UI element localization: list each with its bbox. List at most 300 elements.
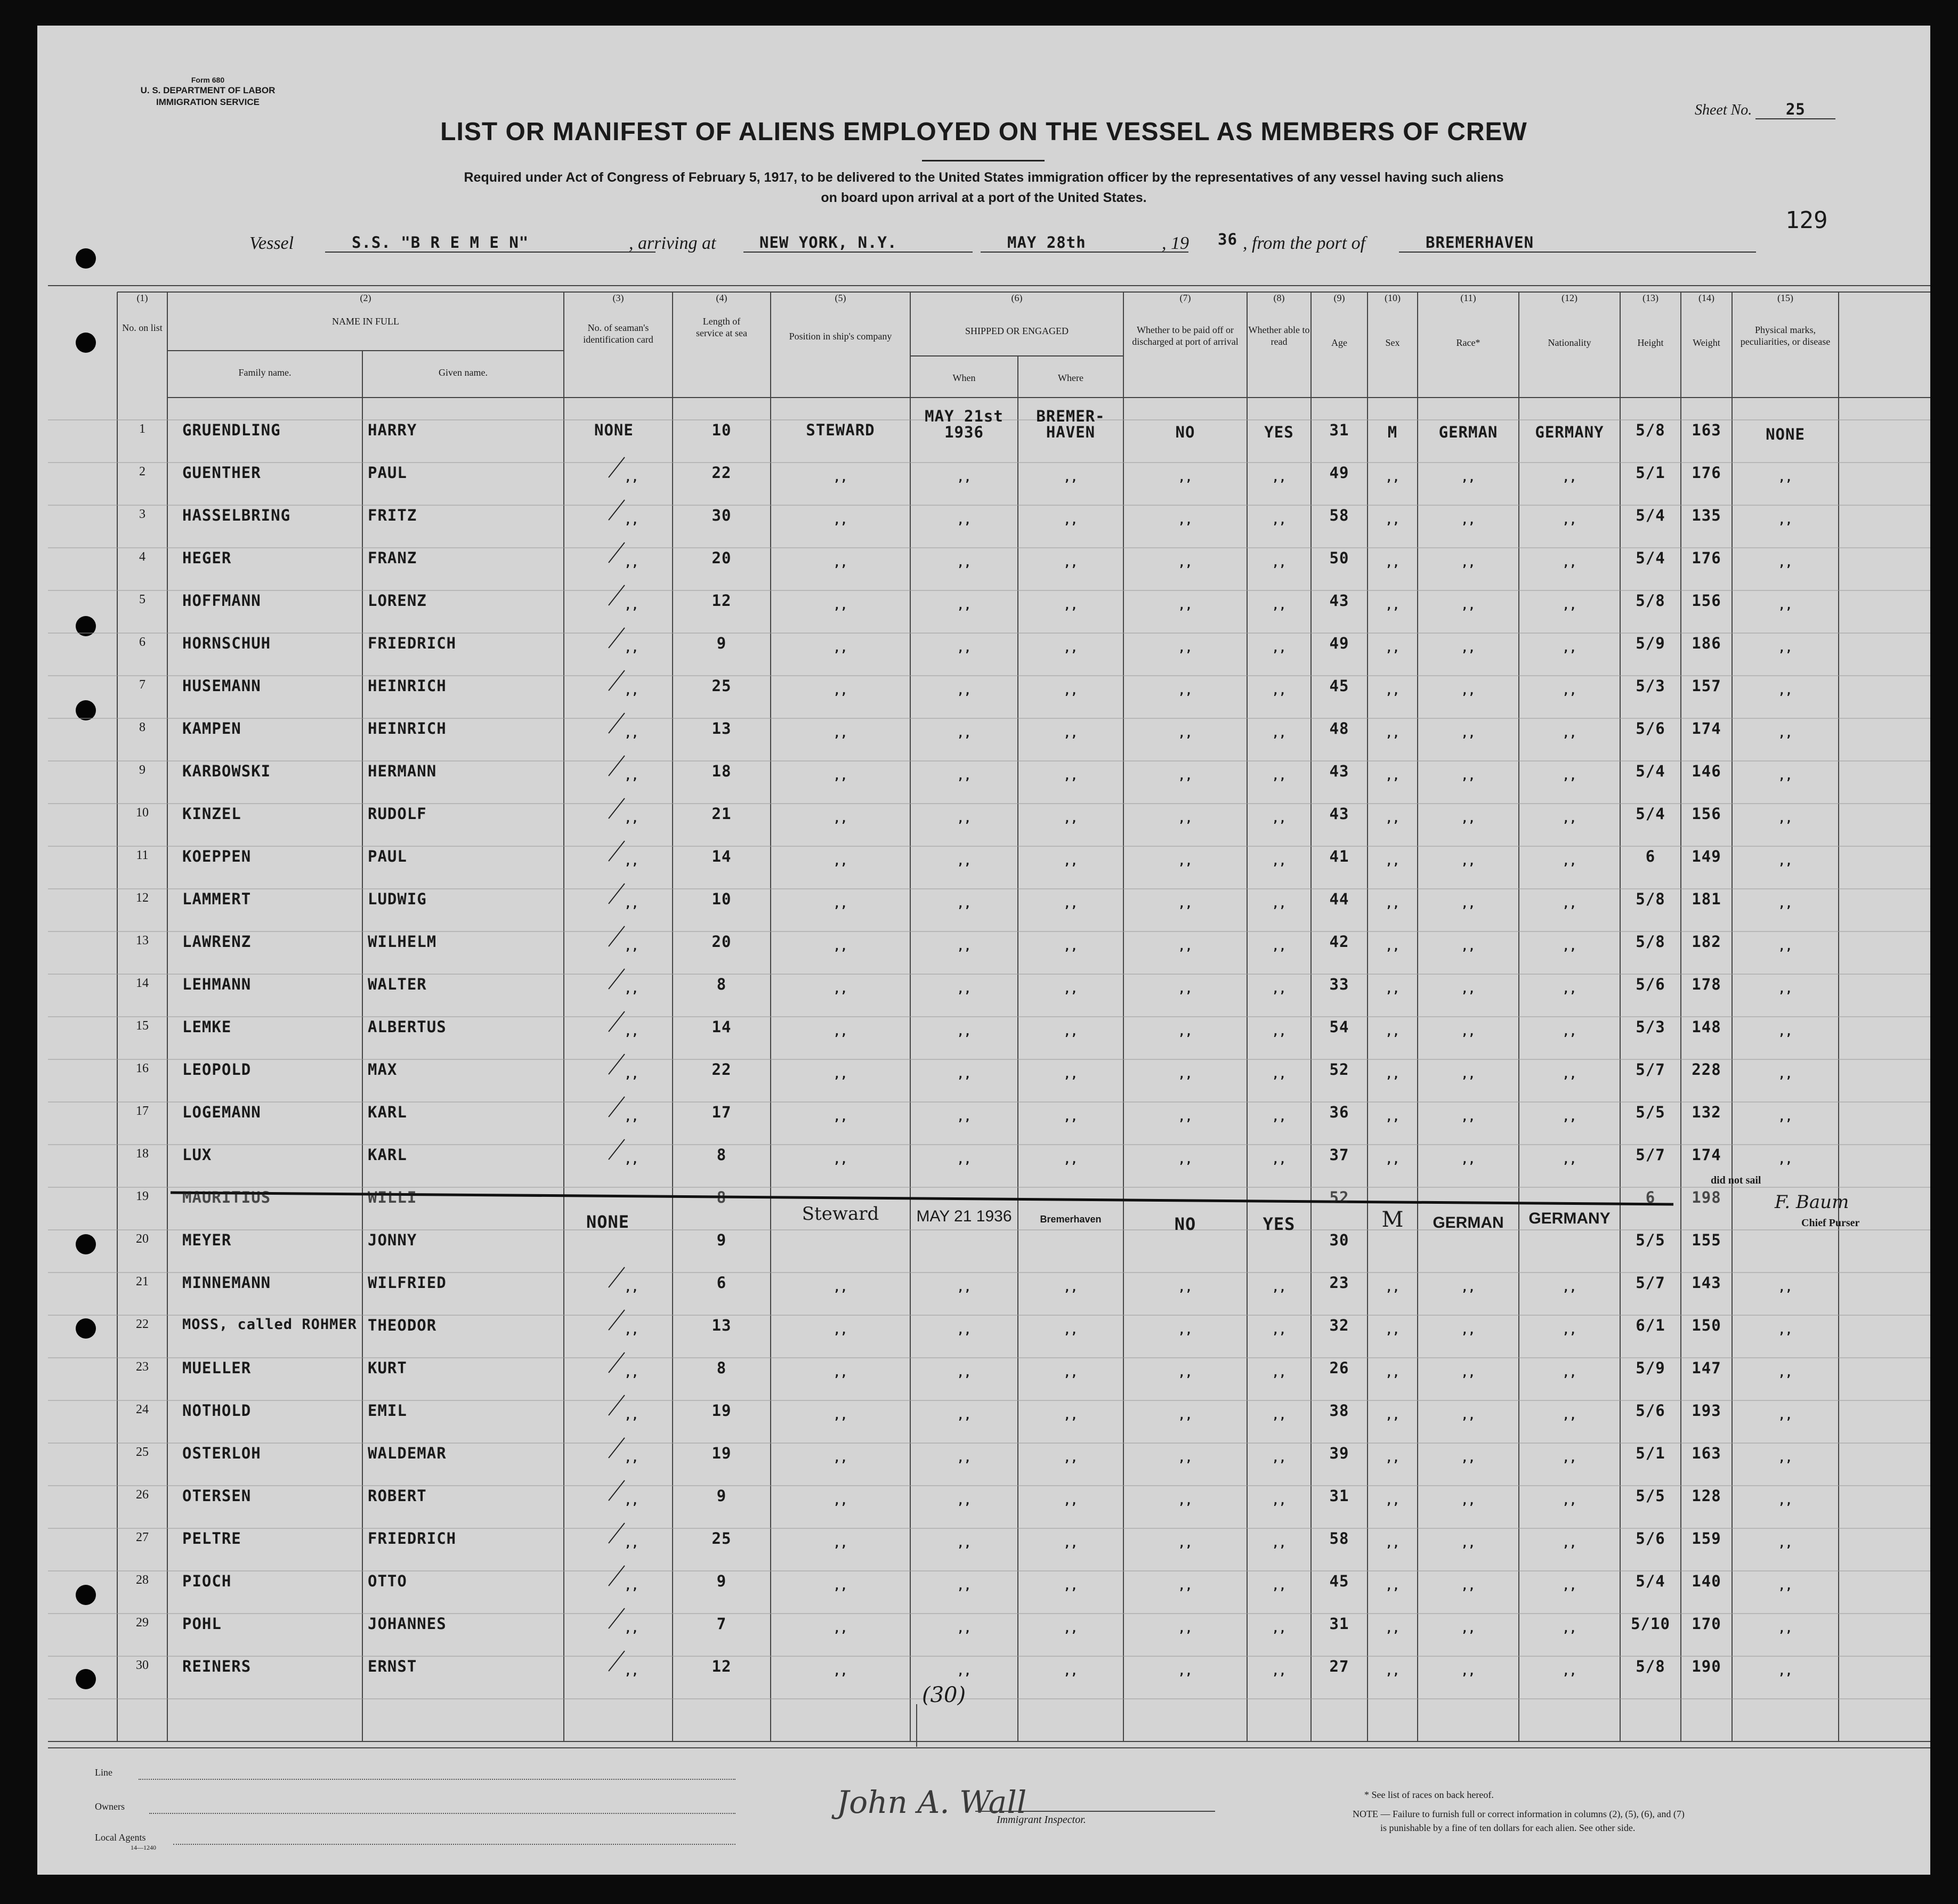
ditto-mark: ,,	[957, 1579, 972, 1593]
row-service: 19	[711, 1444, 732, 1462]
row-age: 31	[1329, 1615, 1349, 1633]
ditto-mark: ,,	[1385, 684, 1400, 698]
ditto-mark: ,,	[1178, 1281, 1193, 1294]
ditto-mark: ,,	[624, 983, 639, 996]
col2-header	[167, 292, 564, 327]
ditto-mark: ,,	[1778, 471, 1793, 484]
ditto-mark: ,,	[1272, 1452, 1287, 1465]
ditto-mark: ,,	[833, 1153, 848, 1166]
row1-race: GERMAN	[1438, 423, 1498, 441]
ditto-mark: ,,	[624, 1366, 639, 1380]
ditto-mark: ,,	[1562, 1281, 1577, 1294]
ditto-mark: ,,	[957, 556, 972, 570]
ditto-mark: ,,	[957, 1409, 972, 1422]
ditto-mark: ,,	[1178, 1537, 1193, 1550]
ditto-mark: ,,	[624, 1579, 639, 1593]
ditto-mark: ,,	[1562, 812, 1577, 825]
ditto-mark: ,,	[1562, 1111, 1577, 1124]
ditto-mark: ,,	[1063, 1153, 1078, 1166]
row-service: 14	[711, 1018, 732, 1036]
row-height: 5/4	[1636, 1572, 1665, 1590]
row-service: 18	[711, 762, 732, 780]
col15-number: (15)	[1777, 293, 1793, 303]
col10-header	[1368, 292, 1418, 349]
row-no: 6	[139, 635, 145, 649]
ditto-mark: ,,	[957, 1324, 972, 1337]
row-weight: 155	[1692, 1231, 1721, 1249]
ditto-mark: ,,	[1778, 1153, 1793, 1166]
row-no: 12	[136, 891, 149, 905]
row-given: HERMANN	[368, 762, 437, 780]
ditto-mark: ,,	[1272, 556, 1287, 570]
row-age: 52	[1329, 1188, 1349, 1206]
ditto-mark: ,,	[1385, 556, 1400, 570]
footer-note-2: NOTE — Failure to furnish full or correct information in columns (2), (5), (6), and (7)	[1353, 1809, 1685, 1819]
ditto-mark: ,,	[957, 1366, 972, 1380]
ditto-mark: ,,	[1562, 1494, 1577, 1508]
row-family: PIOCH	[182, 1572, 232, 1590]
ditto-mark: ,,	[833, 1324, 848, 1337]
ditto-mark: ,,	[833, 812, 848, 825]
row-height: 5/1	[1636, 1444, 1665, 1462]
col8-number: (8)	[1273, 293, 1285, 303]
ditto-mark: ,,	[1562, 1068, 1577, 1081]
row-given: WILLI	[368, 1188, 417, 1206]
row-height: 5/5	[1636, 1103, 1665, 1121]
row-no: 29	[136, 1616, 149, 1630]
footer-line-label: Line	[95, 1767, 112, 1778]
row-service: 25	[711, 677, 732, 695]
ditto-mark: ,,	[1178, 769, 1193, 783]
row-family: KINZEL	[182, 805, 241, 823]
ditto-mark: ,,	[1385, 855, 1400, 868]
ditto-mark: ,,	[624, 727, 639, 740]
ditto-mark: ,,	[1178, 940, 1193, 953]
row-weight: 146	[1692, 762, 1721, 780]
row-age: 49	[1329, 464, 1349, 482]
row-family: KARBOWSKI	[182, 762, 271, 780]
ditto-mark: ,,	[833, 599, 848, 612]
row19-note: did not sail	[1711, 1174, 1761, 1186]
row-given: LUDWIG	[368, 890, 427, 908]
col1-header	[117, 292, 167, 334]
ditto-mark: ,,	[1063, 1622, 1078, 1635]
row-height: 5/9	[1636, 1359, 1665, 1377]
col14-number: (14)	[1698, 293, 1714, 303]
col4-header	[673, 292, 771, 339]
row-service: 10	[711, 421, 732, 439]
ditto-mark: ,,	[1778, 812, 1793, 825]
row-height: 5/5	[1636, 1231, 1665, 1249]
col4-label: Length of service at sea	[696, 316, 747, 338]
row-service: 30	[711, 506, 732, 524]
col4-number: (4)	[716, 293, 727, 303]
col13-header	[1620, 292, 1681, 349]
arriving-label: , arriving at	[629, 233, 716, 253]
ditto-mark: ,,	[624, 769, 639, 783]
row20-read: YES	[1263, 1214, 1296, 1234]
ditto-mark: ,,	[1778, 1579, 1793, 1593]
ditto-mark: ,,	[957, 769, 972, 783]
ditto-mark: ,,	[1272, 1281, 1287, 1294]
ditto-mark: ,,	[1063, 1281, 1078, 1294]
row-service: 17	[711, 1103, 732, 1121]
ditto-mark: ,,	[957, 812, 972, 825]
ditto-mark: ,,	[1778, 599, 1793, 612]
row-age: 43	[1329, 592, 1349, 610]
col2-label: NAME IN FULL	[332, 316, 399, 327]
row-family: MEYER	[182, 1231, 232, 1249]
row-height: 5/7	[1636, 1274, 1665, 1292]
row-service: 9	[716, 1572, 727, 1590]
row-no: 26	[136, 1488, 149, 1502]
row-age: 23	[1329, 1274, 1349, 1292]
ditto-mark: ,,	[1778, 1111, 1793, 1124]
row-family: MOSS, called ROHMER	[182, 1316, 357, 1333]
row-height: 5/6	[1636, 719, 1665, 738]
row-age: 31	[1329, 421, 1349, 439]
ditto-mark: ,,	[957, 983, 972, 996]
ditto-mark: ,,	[1063, 855, 1078, 868]
row-family: KOEPPEN	[182, 847, 252, 865]
col5-header	[771, 292, 910, 342]
row-family: MUELLER	[182, 1359, 252, 1377]
ditto-mark: ,,	[1063, 684, 1078, 698]
ditto-mark: ,,	[1778, 684, 1793, 698]
ditto-mark: ,,	[833, 1111, 848, 1124]
ditto-mark: ,,	[1272, 1409, 1287, 1422]
ditto-mark: ,,	[1063, 727, 1078, 740]
row19-signature-title: Chief Purser	[1801, 1217, 1860, 1229]
ditto-mark: ,,	[957, 684, 972, 698]
ditto-mark: ,,	[1063, 1025, 1078, 1039]
col11-number: (11)	[1460, 293, 1476, 303]
ditto-mark: ,,	[957, 1452, 972, 1465]
row-family: MINNEMANN	[182, 1274, 271, 1292]
ditto-mark: ,,	[833, 1452, 848, 1465]
ditto-mark: ,,	[1178, 1068, 1193, 1081]
col13-number: (13)	[1643, 293, 1658, 303]
ditto-mark: ,,	[1178, 983, 1193, 996]
ditto-mark: ,,	[1778, 1068, 1793, 1081]
ditto-mark: ,,	[1778, 1281, 1793, 1294]
ditto-mark: ,,	[1778, 1537, 1793, 1550]
ditto-mark: ,,	[624, 1111, 639, 1124]
row-age: 58	[1329, 506, 1349, 524]
ditto-mark: ,,	[1461, 1452, 1476, 1465]
row-no: 27	[136, 1530, 149, 1544]
ditto-mark: ,,	[1385, 1494, 1400, 1508]
row-service: 13	[711, 719, 732, 738]
row-age: 49	[1329, 634, 1349, 652]
row-height: 5/4	[1636, 805, 1665, 823]
ditto-mark: ,,	[1461, 940, 1476, 953]
footer-agents-label: Local Agents	[95, 1832, 146, 1843]
ditto-mark: ,,	[1562, 897, 1577, 911]
row-height: 5/8	[1636, 933, 1665, 951]
ditto-mark: ,,	[1063, 1409, 1078, 1422]
row-weight: 159	[1692, 1529, 1721, 1547]
ditto-mark: ,,	[1385, 940, 1400, 953]
ditto-mark: ,,	[957, 514, 972, 527]
ditto-mark: ,,	[1778, 983, 1793, 996]
row-family: HASSELBRING	[182, 506, 291, 524]
row-height: 5/7	[1636, 1060, 1665, 1079]
ditto-mark: ,,	[1272, 855, 1287, 868]
arrival-date: MAY 28th	[981, 233, 1188, 253]
ditto-mark: ,,	[624, 1153, 639, 1166]
row-height: 5/8	[1636, 1657, 1665, 1675]
row-no: 15	[136, 1019, 149, 1033]
row-service: 21	[711, 805, 732, 823]
row-no: 17	[136, 1104, 149, 1118]
row-service: 20	[711, 933, 732, 951]
row-family: LEMKE	[182, 1018, 232, 1036]
row-given: ROBERT	[368, 1487, 427, 1505]
ditto-mark: ,,	[1778, 514, 1793, 527]
ditto-mark: ,,	[1385, 983, 1400, 996]
row-family: LUX	[182, 1146, 212, 1164]
row20-paid: NO	[1174, 1214, 1196, 1234]
ditto-mark: ,,	[1778, 556, 1793, 570]
row-no: 21	[136, 1275, 149, 1289]
col3-number: (3)	[612, 293, 624, 303]
ditto-mark: ,,	[1178, 812, 1193, 825]
row-age: 41	[1329, 847, 1349, 865]
row-age: 39	[1329, 1444, 1349, 1462]
ditto-mark: ,,	[1272, 684, 1287, 698]
row-no: 2	[139, 465, 145, 479]
row-no: 20	[136, 1232, 149, 1246]
row-weight: 156	[1692, 805, 1721, 823]
row-height: 5/8	[1636, 592, 1665, 610]
row-age: 37	[1329, 1146, 1349, 1164]
ditto-mark: ,,	[1562, 1452, 1577, 1465]
row-age: 31	[1329, 1487, 1349, 1505]
ditto-mark: ,,	[833, 642, 848, 655]
ditto-mark: ,,	[1385, 769, 1400, 783]
ditto-mark: ,,	[1562, 1025, 1577, 1039]
row-service: 8	[716, 1188, 727, 1206]
ditto-mark: ,,	[1178, 1153, 1193, 1166]
row-family: MAURITIUS	[182, 1188, 271, 1206]
row-weight: 140	[1692, 1572, 1721, 1590]
row-height: 5/4	[1636, 762, 1665, 780]
ditto-mark: ,,	[1272, 1068, 1287, 1081]
col7-number: (7)	[1179, 293, 1191, 303]
department: U. S. DEPARTMENT OF LABOR	[140, 85, 276, 95]
ditto-mark: ,,	[1178, 1579, 1193, 1593]
ditto-mark: ,,	[957, 1494, 972, 1508]
ditto-mark: ,,	[1272, 983, 1287, 996]
row-family: HOFFMANN	[182, 592, 261, 610]
row1-where-line1: BREMER-	[1036, 407, 1105, 425]
col11-label: Race*	[1456, 337, 1480, 348]
row-family: HUSEMANN	[182, 677, 261, 695]
ditto-mark: ,,	[1562, 642, 1577, 655]
row-height: 5/4	[1636, 549, 1665, 567]
row-age: 42	[1329, 933, 1349, 951]
manifest-sheet	[37, 26, 1930, 1875]
ditto-mark: ,,	[1272, 1025, 1287, 1039]
row-given: KARL	[368, 1103, 407, 1121]
ditto-mark: ,,	[1063, 642, 1078, 655]
col11-header	[1418, 292, 1519, 349]
ditto-mark: ,,	[1063, 599, 1078, 612]
ditto-mark: ,,	[1178, 684, 1193, 698]
row-service: 13	[711, 1316, 732, 1334]
ditto-mark: ,,	[1461, 1068, 1476, 1081]
row-given: FRIEDRICH	[368, 634, 457, 652]
row1-id: NONE	[594, 421, 634, 439]
row-weight: 156	[1692, 592, 1721, 610]
row-given: JONNY	[368, 1231, 417, 1249]
vessel-name: S.S. "B R E M E N"	[325, 233, 656, 253]
ditto-mark: ,,	[1562, 1537, 1577, 1550]
row-given: FRANZ	[368, 549, 417, 567]
ditto-mark: ,,	[1562, 1665, 1577, 1678]
row-given: THEODOR	[368, 1316, 437, 1334]
ditto-mark: ,,	[1385, 1452, 1400, 1465]
row-no: 11	[136, 848, 149, 862]
ditto-mark: ,,	[624, 1452, 639, 1465]
ditto-mark: ,,	[1385, 1281, 1400, 1294]
footer-agents-rule	[173, 1844, 735, 1845]
ditto-mark: ,,	[1178, 897, 1193, 911]
row-given: WILHELM	[368, 933, 437, 951]
row-age: 44	[1329, 890, 1349, 908]
ditto-mark: ,,	[624, 1281, 639, 1294]
row-service: 10	[711, 890, 732, 908]
col3-header	[564, 292, 673, 345]
ditto-mark: ,,	[1063, 940, 1078, 953]
ditto-mark: ,,	[957, 1281, 972, 1294]
ditto-mark: ,,	[1778, 1409, 1793, 1422]
ditto-mark: ,,	[1461, 769, 1476, 783]
row-weight: 148	[1692, 1018, 1721, 1036]
ditto-mark: ,,	[833, 1068, 848, 1081]
row-weight: 176	[1692, 549, 1721, 567]
row-age: 26	[1329, 1359, 1349, 1377]
row-weight: 178	[1692, 975, 1721, 993]
ditto-mark: ,,	[1778, 855, 1793, 868]
row-weight: 143	[1692, 1274, 1721, 1292]
row-weight: 163	[1692, 1444, 1721, 1462]
ditto-mark: ,,	[1272, 769, 1287, 783]
ditto-mark: ,,	[833, 1025, 848, 1039]
ditto-mark: ,,	[1272, 812, 1287, 825]
ditto-mark: ,,	[1272, 514, 1287, 527]
ditto-mark: ,,	[833, 727, 848, 740]
row-no: 4	[139, 550, 145, 564]
ditto-mark: ,,	[957, 471, 972, 484]
row-service: 8	[716, 1146, 727, 1164]
row-given: LORENZ	[368, 592, 427, 610]
ditto-mark: ,,	[1063, 1111, 1078, 1124]
ditto-mark: ,,	[1461, 1579, 1476, 1593]
ditto-mark: ,,	[1461, 684, 1476, 698]
ditto-mark: ,,	[1272, 642, 1287, 655]
row-height: 5/9	[1636, 634, 1665, 652]
ditto-mark: ,,	[1562, 556, 1577, 570]
row-height: 5/3	[1636, 677, 1665, 695]
ditto-mark: ,,	[1272, 1153, 1287, 1166]
page-title: LIST OR MANIFEST OF ALIENS EMPLOYED ON THE VESSEL AS MEMBERS OF CREW	[440, 118, 1527, 146]
row-given: OTTO	[368, 1572, 407, 1590]
ditto-mark: ,,	[1385, 1622, 1400, 1635]
row20-nationality: GERMANY	[1528, 1210, 1611, 1227]
ditto-mark: ,,	[1562, 471, 1577, 484]
row-age: 52	[1329, 1060, 1349, 1079]
ditto-mark: ,,	[1778, 769, 1793, 783]
row-no: 14	[136, 976, 149, 990]
row-age: 36	[1329, 1103, 1349, 1121]
row-family: GRUENDLING	[182, 421, 281, 439]
row-no: 10	[136, 806, 149, 820]
ditto-mark: ,,	[1272, 1366, 1287, 1380]
row-given: FRITZ	[368, 506, 417, 524]
ditto-mark: ,,	[1778, 1452, 1793, 1465]
col15-header	[1732, 292, 1839, 347]
ditto-mark: ,,	[624, 855, 639, 868]
ditto-mark: ,,	[1063, 556, 1078, 570]
arrival-port: NEW YORK, N.Y.	[743, 233, 973, 253]
row-weight: 150	[1692, 1316, 1721, 1334]
ditto-mark: ,,	[1385, 727, 1400, 740]
row-no: 25	[136, 1445, 149, 1459]
ditto-mark: ,,	[624, 940, 639, 953]
ditto-mark: ,,	[833, 897, 848, 911]
row-age: 48	[1329, 719, 1349, 738]
ditto-mark: ,,	[1063, 1494, 1078, 1508]
row-age: 58	[1329, 1529, 1349, 1547]
row-height: 5/3	[1636, 1018, 1665, 1036]
row-no: 5	[139, 593, 145, 606]
ditto-mark: ,,	[1461, 1111, 1476, 1124]
ditto-mark: ,,	[1385, 514, 1400, 527]
row-weight: 174	[1692, 719, 1721, 738]
ditto-mark: ,,	[1063, 812, 1078, 825]
ditto-mark: ,,	[1385, 897, 1400, 911]
row1-read: YES	[1264, 423, 1294, 441]
ditto-mark: ,,	[833, 1409, 848, 1422]
row-height: 5/1	[1636, 464, 1665, 482]
row-age: 32	[1329, 1316, 1349, 1334]
ditto-mark: ,,	[624, 642, 639, 655]
row-given: WALTER	[368, 975, 427, 993]
row1-where	[1018, 408, 1123, 440]
form-number: Form 680	[191, 76, 225, 84]
row-service: 22	[711, 464, 732, 482]
ditto-mark: ,,	[957, 727, 972, 740]
row-service: 14	[711, 847, 732, 865]
ditto-mark: ,,	[1063, 1665, 1078, 1678]
ditto-mark: ,,	[624, 1068, 639, 1081]
row1-position: STEWARD	[806, 421, 875, 439]
row19-signature: F. Baum	[1775, 1192, 1849, 1213]
ditto-mark: ,,	[957, 855, 972, 868]
col15-label: Physical marks, peculiarities, or disease	[1740, 325, 1831, 347]
ditto-mark: ,,	[1385, 812, 1400, 825]
ditto-mark: ,,	[1562, 1366, 1577, 1380]
row-age: 45	[1329, 677, 1349, 695]
row-given: RUDOLF	[368, 805, 427, 823]
row-given: HEINRICH	[368, 677, 447, 695]
col2a-header: Family name.	[238, 367, 292, 378]
row-weight: 149	[1692, 847, 1721, 865]
row-given: ERNST	[368, 1657, 417, 1675]
col13-label: Height	[1637, 337, 1664, 348]
